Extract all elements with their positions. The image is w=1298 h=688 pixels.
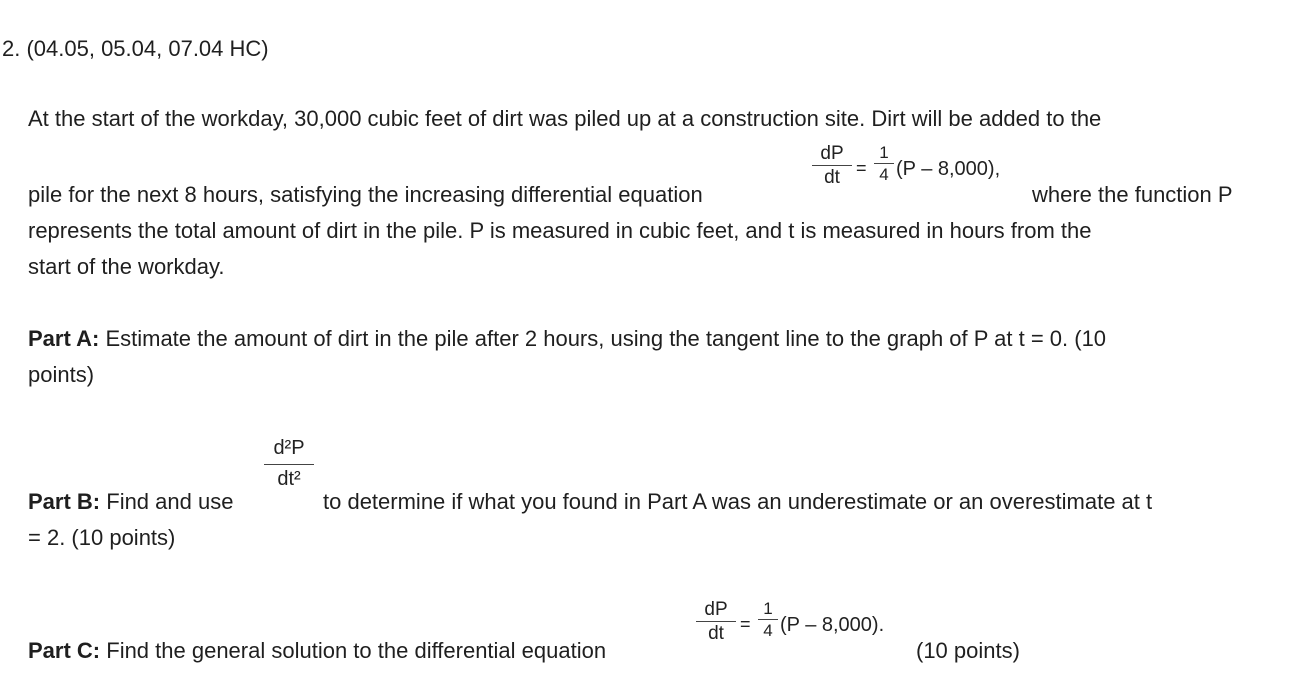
part-b-line-1-end: to determine if what you found in Part A was an underestimate or an overestimate at t (323, 489, 1153, 514)
eq2-rhs: (P – 8,000). (780, 614, 885, 636)
part-c-line-1 (28, 636, 606, 666)
eq2-lhs-denominator: dt (708, 623, 724, 644)
part-a-line-1 (28, 324, 1106, 354)
intro-line-2-start: pile for the next 8 hours, satisfying the increasing differential equation (28, 182, 703, 207)
part-c-text-1: Find the general solution to the differential equation (106, 638, 607, 663)
eq2-equals: = (740, 614, 751, 634)
part-c-points: (10 points) (916, 638, 1020, 663)
eq1-coef-denominator: 4 (879, 165, 889, 184)
differential-equation-1 (812, 142, 1032, 202)
part-b-line-1-start (28, 487, 233, 517)
eq1-coef-numerator: 1 (879, 143, 889, 162)
eq2-lhs-numerator: dP (704, 599, 728, 620)
part-b-line-2: = 2. (10 points) (28, 525, 176, 550)
intro-line-1: At the start of the workday, 30,000 cubic feet of dirt was piled up at a construction site. Dirt will be added to the (28, 106, 1102, 131)
eq1-lhs-denominator: dt (824, 167, 840, 188)
second-derivative-denominator: dt² (277, 468, 301, 490)
part-b-label: Part B: (28, 489, 101, 514)
part-a-text-1: Estimate the amount of dirt in the pile after 2 hours, using the tangent line to the graph of P at t = 0. (10 (105, 326, 1107, 351)
part-a-label: Part A: (28, 326, 100, 351)
eq2-coef-denominator: 4 (763, 621, 773, 640)
differential-equation-2 (696, 598, 916, 658)
second-derivative-numerator: d²P (273, 437, 305, 459)
eq1-equals: = (856, 158, 867, 178)
eq1-lhs-numerator: dP (820, 143, 844, 164)
intro-line-3: represents the total amount of dirt in the pile. P is measured in cubic feet, and t is measured in hours from the (28, 218, 1092, 243)
part-b-text-1a: Find and use (106, 489, 234, 514)
second-derivative (264, 438, 318, 508)
intro-line-2-end: where the function P (1032, 182, 1233, 207)
part-c-label: Part C: (28, 638, 101, 663)
part-a-line-2: points) (28, 362, 95, 387)
question-number: 2. (04.05, 05.04, 07.04 HC) (2, 36, 269, 61)
intro-line-4: start of the workday. (28, 254, 225, 279)
eq1-rhs: (P – 8,000), (896, 158, 1001, 180)
eq2-coef-numerator: 1 (763, 599, 773, 618)
